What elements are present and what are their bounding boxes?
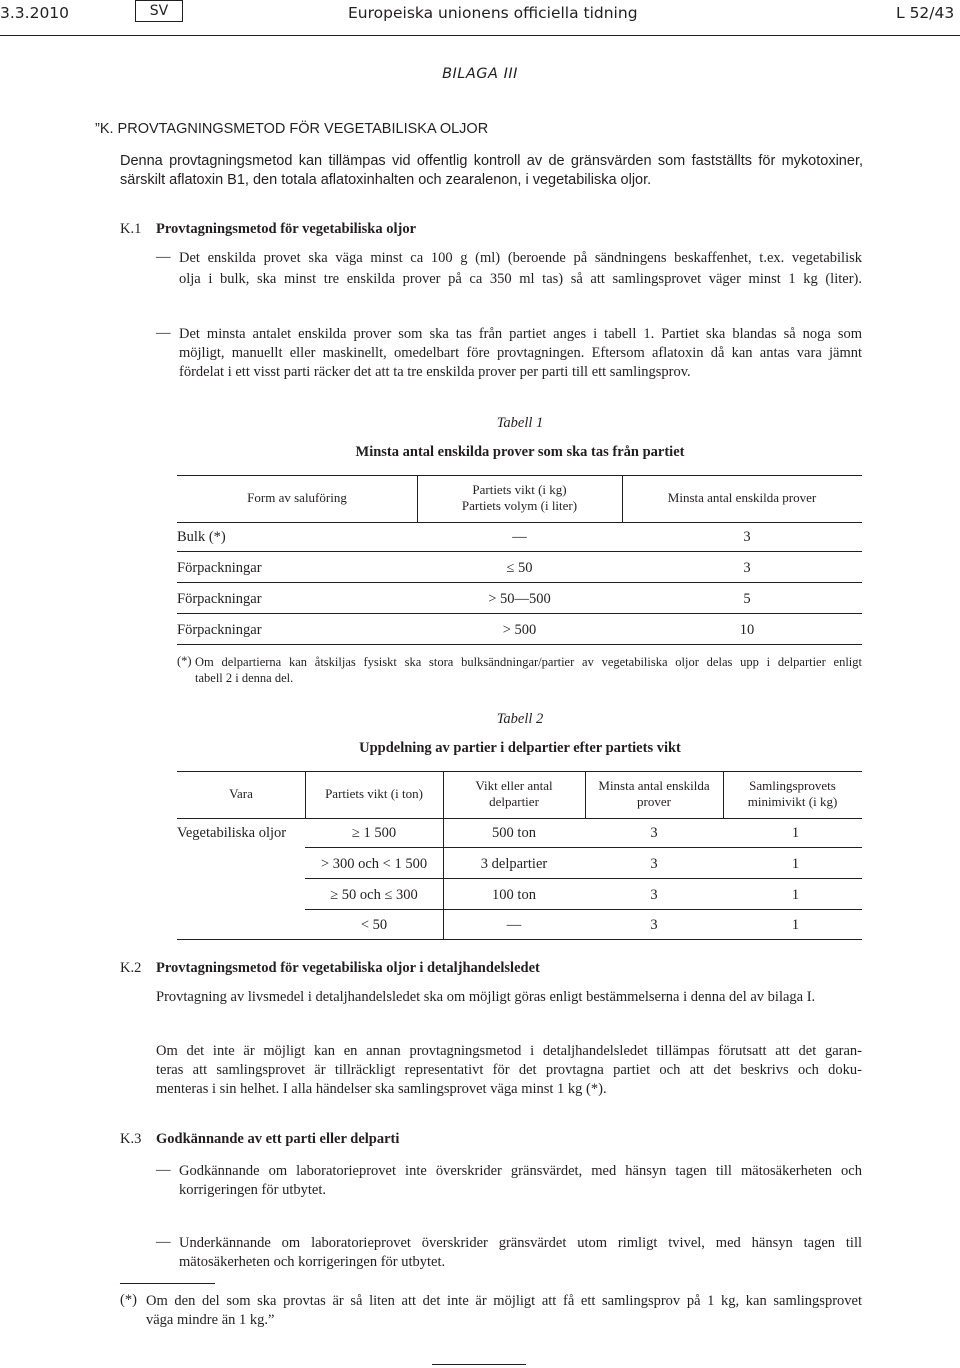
table1-row-3-count: 5	[743, 591, 751, 607]
table2-row-2-subparts: 3 delpartier	[480, 856, 548, 872]
table2-row-1-min-weight: 1	[791, 825, 800, 841]
table2-header-subparts-1: Vikt eller antal	[475, 778, 553, 793]
table2-row-4-samples: 3	[650, 917, 658, 933]
table2-header-min-samples-1: Minsta antal enskilda	[598, 778, 710, 793]
k3-bullet-2-line-1: Underkännande om laboratorieprovet överskrider gränsvärdet utom rimligt tvivel, med hänsyn tagen till	[179, 1235, 862, 1251]
table1-row-4-form: Förpackningar	[177, 622, 262, 638]
k1-bullet-2-dash: —	[156, 325, 171, 341]
annex-title: BILAGA III	[442, 66, 518, 82]
k2-paragraph-2-line-2: teras att samlingsprovet är tillräckligt representativt för det provtagna partiet och att det beskrivs och doku-	[156, 1062, 862, 1078]
table2-row-4-weight: < 50	[360, 917, 388, 933]
k2-paragraph-2-line-3: menteras i sin helhet. I alla händelser ska samlingsprovet väga minst 1 kg (*).	[156, 1081, 607, 1097]
k1-title: Provtagningsmetod för vegetabiliska oljor	[156, 221, 417, 237]
table1-header-min-samples: Minsta antal enskilda prover	[667, 490, 817, 505]
table2-row-3-min-weight: 1	[791, 887, 800, 903]
page-end-rule	[432, 1364, 526, 1365]
table2-product: Vegetabiliska oljor	[177, 825, 287, 841]
table2-row-4-subparts: —	[506, 917, 522, 933]
table1-caption: Tabell 1	[496, 415, 544, 431]
table2-row-2-samples: 3	[650, 856, 658, 872]
table2-row-3-subparts: 100 ton	[492, 887, 536, 903]
table1-header-weight: Partiets vikt (i kg)	[472, 482, 567, 497]
k1-number: K.1	[120, 221, 142, 237]
table1-row-1-form: Bulk (*)	[177, 529, 226, 545]
k2-paragraph-1: Provtagning av livsmedel i detaljhandelsledet ska om möjligt göras enligt bestämmelserna i denna del av bilaga I.	[156, 989, 816, 1005]
k1-bullet-1-line-1: Det enskilda provet ska väga minst ca 100 g (ml) (beroende på sändningens beskaffenhet, t.ex. vegetabilisk	[179, 250, 862, 266]
table1-header-form: Form av saluföring	[247, 490, 347, 505]
table2-header-subparts-2: delpartier	[489, 794, 539, 809]
section-title: ”K. PROVTAGNINGSMETOD FÖR VEGETABILISKA OLJOR	[95, 121, 489, 137]
k3-bullet-2-dash: —	[156, 1234, 171, 1250]
table2-header-product: Vara	[229, 786, 253, 801]
table1-row-4-weight: > 500	[502, 622, 537, 638]
k2-paragraph-2-line-1: Om det inte är möjligt kan en annan provtagningsmetod i detaljhandelsledet tillämpas förutsatt att det garan-	[156, 1043, 862, 1059]
table2-row-3-weight: ≥ 50 och ≤ 300	[330, 887, 418, 903]
table1-row-1-count: 3	[743, 529, 751, 545]
table1-note-line-1: Om delpartierna kan åtskiljas fysiskt ska stora bulksändningar/partier av vegetabiliska oljor delas upp i delpartier enligt	[195, 655, 862, 669]
k3-title: Godkännande av ett parti eller delparti	[156, 1131, 400, 1147]
table1-note-mark: (*)	[177, 654, 192, 668]
footnote-line-2: väga mindre än 1 kg.”	[146, 1312, 275, 1328]
table2-row-1-samples: 3	[650, 825, 658, 841]
journal-title: Europeiska unionens officiella tidning	[348, 4, 638, 22]
k3-bullet-2-line-2: mätosäkerheten och korrigeringen för utbytet.	[179, 1254, 446, 1270]
table2-caption: Tabell 2	[496, 711, 544, 727]
table2-header-min-weight-1: Samlingsprovets	[749, 778, 836, 793]
k2-number: K.2	[120, 960, 142, 976]
table2-header-weight: Partiets vikt (i ton)	[325, 786, 423, 801]
intro-line-2: särskilt aflatoxin B1, den totala aflatoxinhalten och zearalenon, i vegetabiliska oljor.	[120, 172, 652, 188]
table2-row-4-min-weight: 1	[791, 917, 800, 933]
k1-bullet-2-line-3: fördelat i ett visst parti räcker det att ta tre enskilda prover per parti till ett samlingsprov.	[179, 364, 691, 380]
table1-row-3-form: Förpackningar	[177, 591, 262, 607]
table2-row-1-subparts: 500 ton	[492, 825, 536, 841]
table1-row-4-count: 10	[739, 622, 755, 638]
footnote-line-1: Om den del som ska provtas är så liten att det inte är möjligt att få ett samlingsprov på 1 kg, kan samlingsprovet	[146, 1293, 862, 1309]
k2-title: Provtagningsmetod för vegetabiliska oljor i detaljhandelsledet	[156, 960, 540, 976]
table1-row-2-count: 3	[743, 560, 751, 576]
k1-bullet-1-dash: —	[156, 249, 171, 265]
header-divider	[0, 35, 960, 36]
k3-number: K.3	[120, 1131, 142, 1147]
language-badge: SV	[135, 0, 183, 22]
table2-row-2-min-weight: 1	[791, 856, 800, 872]
table1-row-1-weight: —	[512, 529, 527, 545]
table1-note-line-2: tabell 2 i denna del.	[195, 671, 294, 685]
table1-title: Minsta antal enskilda prover som ska tas från partiet	[355, 444, 685, 460]
table2-row-2-weight: > 300 och < 1 500	[320, 856, 428, 872]
footnote-mark: (*)	[120, 1292, 137, 1308]
k3-bullet-1-line-1: Godkännande om laboratorieprovet inte överskrider gränsvärdet, med hänsyn tagen till mätosäkerheten och	[179, 1163, 862, 1179]
table2-title: Uppdelning av partier i delpartier efter partiets vikt	[359, 740, 681, 756]
table1-row-2-weight: ≤ 50	[506, 560, 533, 576]
table2-row-3-samples: 3	[650, 887, 658, 903]
footnote-rule	[120, 1283, 215, 1284]
table1-row-3-weight: > 50—500	[488, 591, 551, 607]
k3-bullet-1-line-2: korrigeringen för utbytet.	[179, 1182, 326, 1198]
k1-bullet-1-line-2: olja i bulk, ska minst tre enskilda prover på ca 350 ml tas) så att samlingsprovet väger minst 1 kg (liter).	[179, 271, 862, 287]
k1-bullet-2-line-2: möjligt, manuellt eller maskinellt, omedelbart före provtagningen. Eftersom aflatoxin då kan antas vara jämnt	[179, 345, 862, 361]
k1-bullet-2-line-1: Det minsta antalet enskilda prover som ska tas från partiet anges i tabell 1. Partiet ska blandas så noga som	[179, 326, 862, 342]
k3-bullet-1-dash: —	[156, 1162, 171, 1178]
table1-header-volume: Partiets volym (i liter)	[461, 498, 578, 513]
page-number: L 52/43	[896, 4, 955, 22]
table2-row-1-weight: ≥ 1 500	[351, 825, 397, 841]
table1-row-2-form: Förpackningar	[177, 560, 262, 576]
intro-line-1: Denna provtagningsmetod kan tillämpas vid offentlig kontroll av de gränsvärden som fastställts för mykotoxiner,	[120, 153, 863, 169]
table2-header-min-weight-2: minimivikt (i kg)	[747, 794, 838, 809]
table2-header-min-samples-2: prover	[637, 794, 671, 809]
header-date: 3.3.2010	[0, 4, 70, 22]
